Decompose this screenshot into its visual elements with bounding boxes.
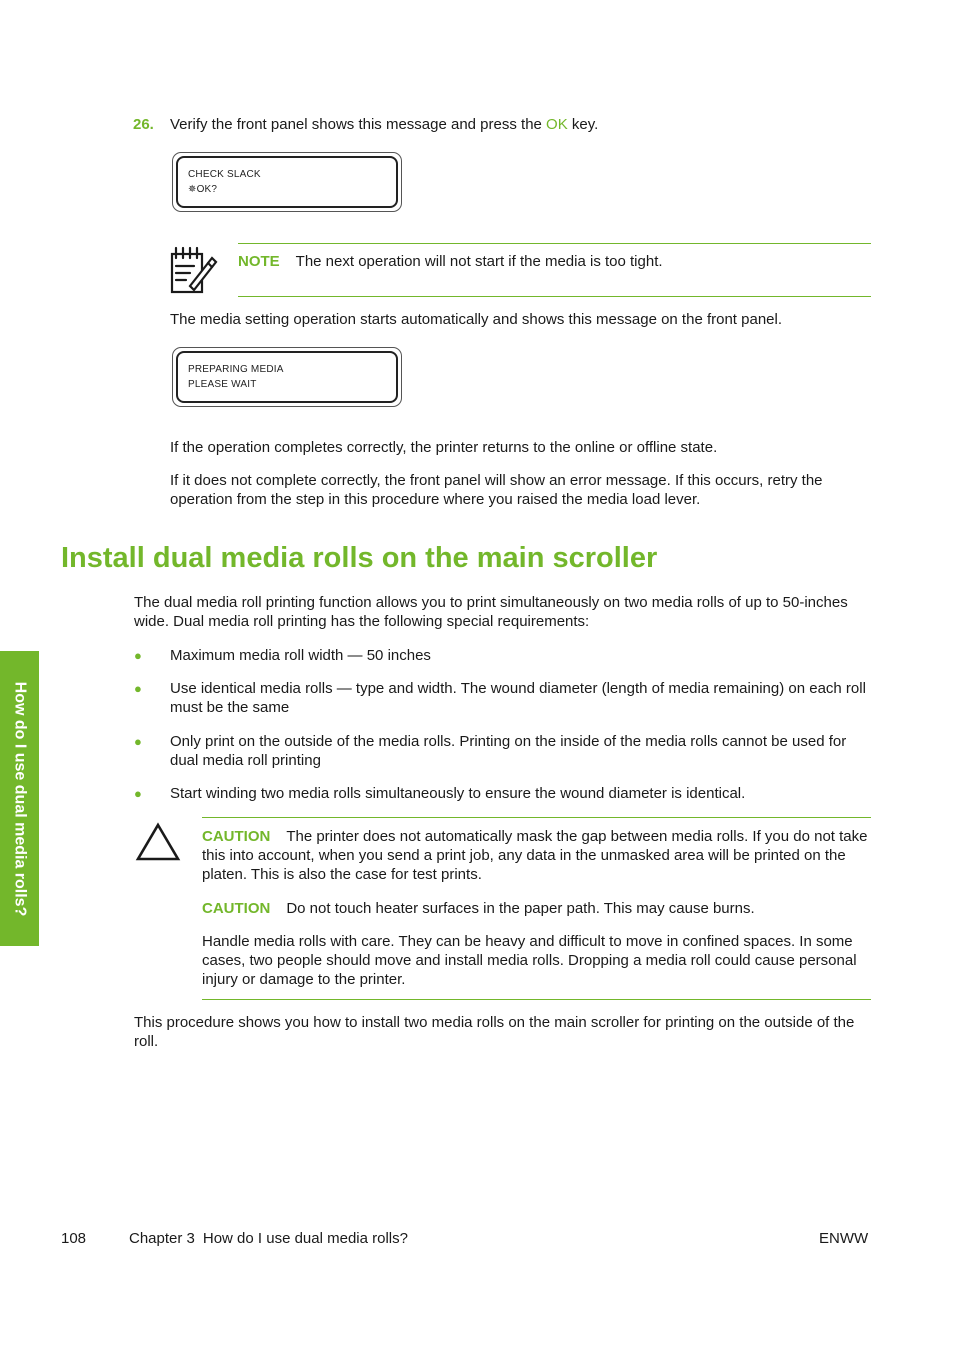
caution-top-rule <box>202 817 871 818</box>
front-panel-display-check-slack <box>172 152 402 212</box>
bullet-dot-icon: ● <box>134 681 142 696</box>
handle-with-care-paragraph: Handle media rolls with care. They can be heavy and difficult to move in confined spaces. In some cases, two people should move and install media rolls. Dropping a media roll could cause personal injury or damage to the printer. <box>202 933 857 988</box>
intro-paragraph: The dual media roll printing function allows you to print simultaneously on two media rolls of up to 50-inches wide. Dual media roll printing has the following special requirements: <box>134 594 848 630</box>
front-panel-display-preparing <box>172 347 402 407</box>
step-text-before: Verify the front panel shows this message and press the <box>170 116 547 133</box>
caution-label: CAUTION <box>202 900 271 917</box>
lcd-line-2: PLEASE WAIT <box>188 379 257 390</box>
front-panel-screen <box>176 351 398 403</box>
step-number: 26. <box>133 116 154 133</box>
bullet-dot-icon: ● <box>134 786 142 801</box>
caution-bottom-rule <box>202 999 871 1000</box>
complete-paragraph: If the operation completes correctly, the printer returns to the online or offline state. <box>170 439 718 456</box>
note-line <box>238 252 663 271</box>
list-item: Start winding two media rolls simultaneously to ensure the wound diameter is identical. <box>170 785 746 802</box>
caution-text: Do not touch heater surfaces in the paper path. This may cause burns. <box>286 900 755 917</box>
footer-chapter <box>129 1229 408 1248</box>
lcd-line-1: CHECK SLACK <box>188 169 261 180</box>
footer-code: ENWW <box>819 1230 869 1247</box>
note-text: The next operation will not start if the media is too tight. <box>295 253 663 270</box>
caution-1 <box>202 827 872 884</box>
step-text-after: key. <box>567 116 599 133</box>
caution-label: CAUTION <box>202 828 271 845</box>
page-number: 108 <box>61 1230 87 1247</box>
note-pad-pencil-icon <box>168 246 218 294</box>
side-tab-label: How do I use dual media rolls? <box>11 681 28 916</box>
list-item: Only print on the outside of the media rolls. Printing on the inside of the media rolls cannot be used for dual media roll printing <box>170 733 847 769</box>
bullet-dot-icon: ● <box>134 734 142 749</box>
step-text <box>170 115 598 134</box>
list-item: Maximum media roll width — 50 inches <box>170 647 431 664</box>
caution-2 <box>202 899 872 918</box>
bullet-dot-icon: ● <box>134 648 142 663</box>
lcd-line-1: PREPARING MEDIA <box>188 364 284 375</box>
lcd-line-2: ✵OK? <box>188 184 218 195</box>
list-item: Use identical media rolls — type and width. The wound diameter (length of media remaining) on each roll must be the same <box>170 680 866 716</box>
note-top-rule <box>238 243 871 244</box>
footer-chapter-number: Chapter 3 <box>129 1230 195 1247</box>
ok-key-label: OK <box>546 116 568 133</box>
auto-setting-paragraph: The media setting operation starts automatically and shows this message on the front panel. <box>170 311 783 328</box>
caution-triangle-icon <box>135 822 181 862</box>
section-title: Install dual media rolls on the main scroller <box>61 542 658 574</box>
procedure-paragraph: This procedure shows you how to install two media rolls on the main scroller for printing on the outside of the roll. <box>134 1014 855 1050</box>
footer-chapter-title: How do I use dual media rolls? <box>202 1230 408 1247</box>
note-bottom-rule <box>238 296 871 297</box>
chapter-side-tab <box>0 651 39 946</box>
caution-text: The printer does not automatically mask the gap between media rolls. If you do not take this into account, when you send a print job, any data in the unmasked area will be printed on the platen. This is also the case for test prints. <box>202 828 868 883</box>
error-paragraph: If it does not complete correctly, the front panel will show an error message. If this occurs, retry the operation from the step in this procedure where you raised the media load lever. <box>170 472 823 508</box>
front-panel-screen <box>176 156 398 208</box>
note-label: NOTE <box>238 253 280 270</box>
